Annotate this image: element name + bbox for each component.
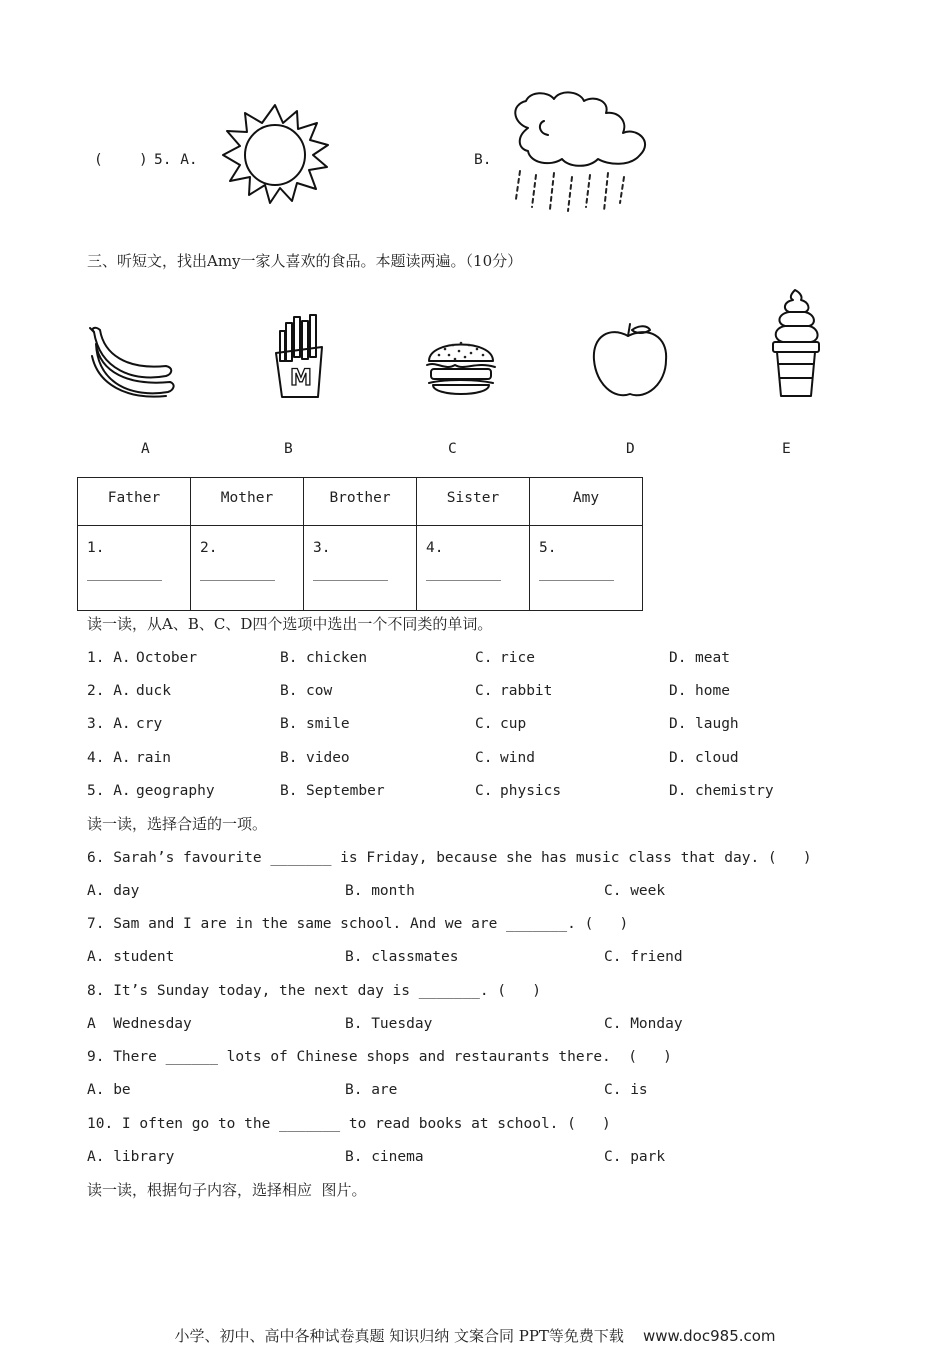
choice-b: B. Tuesday xyxy=(345,1016,433,1032)
sun-icon xyxy=(220,103,330,205)
choice-a: A. library xyxy=(87,1149,175,1165)
fries-icon xyxy=(272,313,328,399)
answer-cell xyxy=(191,526,304,611)
answer-cell xyxy=(304,526,417,611)
odd-option-a: cry xyxy=(136,716,163,732)
odd-b-label: B. xyxy=(280,650,298,666)
q5-paren-open: ( xyxy=(94,152,103,168)
odd-option-b: chicken xyxy=(306,650,368,666)
section-pictures-title: 读一读，根据句子内容，选择相应 图片。 xyxy=(87,1181,367,1199)
odd-option-b: September xyxy=(306,783,385,799)
odd-b-label: B. xyxy=(280,683,298,699)
answer-cell xyxy=(417,526,530,611)
food-letter-d: D xyxy=(626,441,635,457)
svg-text:M: M xyxy=(290,366,312,391)
q5-option-b: B. xyxy=(474,152,492,168)
question-text: 10. I often go to the _______ to read books at school. ( ) xyxy=(87,1116,611,1132)
odd-d-label: D. xyxy=(669,750,687,766)
odd-d-label: D. xyxy=(669,716,687,732)
odd-c-label: C. xyxy=(475,783,493,799)
choice-a: A Wednesday xyxy=(87,1016,192,1032)
food-letter-e: E xyxy=(782,441,791,457)
choice-b: B. are xyxy=(345,1082,398,1098)
choice-c: C. friend xyxy=(604,949,683,965)
choice-b: B. cinema xyxy=(345,1149,424,1165)
odd-b-label: B. xyxy=(280,716,298,732)
q5-label: 5. A. xyxy=(154,152,198,168)
section-odd-title: 读一读，从A、B、C、D四个选项中选出一个不同类的单词。 xyxy=(87,615,493,633)
answer-cell xyxy=(530,526,643,611)
choice-a: A. student xyxy=(87,949,175,965)
question-text: 6. Sarah’s favourite _______ is Friday, because she has music class that day. ( ) xyxy=(87,850,812,866)
odd-c-label: C. xyxy=(475,750,493,766)
odd-b-label: B. xyxy=(280,783,298,799)
choice-c: C. Monday xyxy=(604,1016,683,1032)
odd-option-b: smile xyxy=(306,716,350,732)
odd-option-d: home xyxy=(695,683,730,699)
odd-b-label: B. xyxy=(280,750,298,766)
odd-num: 5. A. xyxy=(87,783,131,799)
choice-a: A. be xyxy=(87,1082,131,1098)
odd-option-a: rain xyxy=(136,750,171,766)
question-text: 7. Sam and I are in the same school. And we are _______. ( ) xyxy=(87,916,629,932)
odd-num: 1. A. xyxy=(87,650,131,666)
question-text: 8. It’s Sunday today, the next day is _______. ( ) xyxy=(87,983,541,999)
banana-icon xyxy=(86,326,176,402)
odd-option-b: video xyxy=(306,750,350,766)
odd-c-label: C. xyxy=(475,650,493,666)
odd-option-d: laugh xyxy=(695,716,739,732)
odd-num: 2. A. xyxy=(87,683,131,699)
odd-option-b: cow xyxy=(306,683,333,699)
choice-a: A. day xyxy=(87,883,140,899)
choice-b: B. classmates xyxy=(345,949,459,965)
section3-title: 三、听短文，找出Amy一家人喜欢的食品。本题读两遍。（10分） xyxy=(87,252,523,270)
food-letter-c: C xyxy=(448,441,457,457)
answer-number: 5. xyxy=(539,540,557,556)
odd-d-label: D. xyxy=(669,683,687,699)
question-text: 9. There ______ lots of Chinese shops and restaurants there. ( ) xyxy=(87,1049,672,1065)
odd-d-label: D. xyxy=(669,650,687,666)
answer-number: 1. xyxy=(87,540,105,556)
odd-option-c: cup xyxy=(500,716,527,732)
choice-b: B. month xyxy=(345,883,415,899)
footer-text: 小学、初中、高中各种试卷真题 知识归纳 文案合同 PPT等免费下载 xyxy=(174,1327,624,1345)
answer-blank[interactable] xyxy=(87,579,162,581)
choice-c: C. park xyxy=(604,1149,666,1165)
header-amy: Amy xyxy=(530,478,643,526)
odd-c-label: C. xyxy=(475,716,493,732)
odd-option-c: rabbit xyxy=(500,683,553,699)
choice-c: C. week xyxy=(604,883,666,899)
answer-blank[interactable] xyxy=(200,579,275,581)
hamburger-icon xyxy=(425,333,497,399)
answer-number: 2. xyxy=(200,540,218,556)
footer-url[interactable]: www.doc985.com xyxy=(642,1327,776,1345)
ice-cream-icon xyxy=(769,288,823,400)
odd-d-label: D. xyxy=(669,783,687,799)
odd-option-a: geography xyxy=(136,783,215,799)
food-letter-b: B xyxy=(284,441,293,457)
odd-option-c: physics xyxy=(500,783,562,799)
answer-blank[interactable] xyxy=(426,579,501,581)
odd-option-d: chemistry xyxy=(695,783,774,799)
odd-option-c: wind xyxy=(500,750,535,766)
section-choose-title: 读一读，选择合适的一项。 xyxy=(87,815,268,833)
odd-option-d: cloud xyxy=(695,750,739,766)
answer-number: 4. xyxy=(426,540,444,556)
family-food-table xyxy=(77,477,643,611)
choice-c: C. is xyxy=(604,1082,648,1098)
odd-option-a: October xyxy=(136,650,198,666)
odd-num: 3. A. xyxy=(87,716,131,732)
odd-c-label: C. xyxy=(475,683,493,699)
odd-num: 4. A. xyxy=(87,750,131,766)
header-sister: Sister xyxy=(417,478,530,526)
q5-paren-close: ) xyxy=(139,152,148,168)
header-father: Father xyxy=(78,478,191,526)
odd-option-a: duck xyxy=(136,683,171,699)
answer-cell xyxy=(78,526,191,611)
apple-icon xyxy=(590,322,670,400)
answer-number: 3. xyxy=(313,540,331,556)
odd-option-d: meat xyxy=(695,650,730,666)
answer-blank[interactable] xyxy=(539,579,614,581)
answer-blank[interactable] xyxy=(313,579,388,581)
rain-cloud-icon xyxy=(508,93,653,218)
header-mother: Mother xyxy=(191,478,304,526)
food-letter-a: A xyxy=(141,441,150,457)
footer xyxy=(0,1325,950,1346)
header-brother: Brother xyxy=(304,478,417,526)
odd-option-c: rice xyxy=(500,650,535,666)
